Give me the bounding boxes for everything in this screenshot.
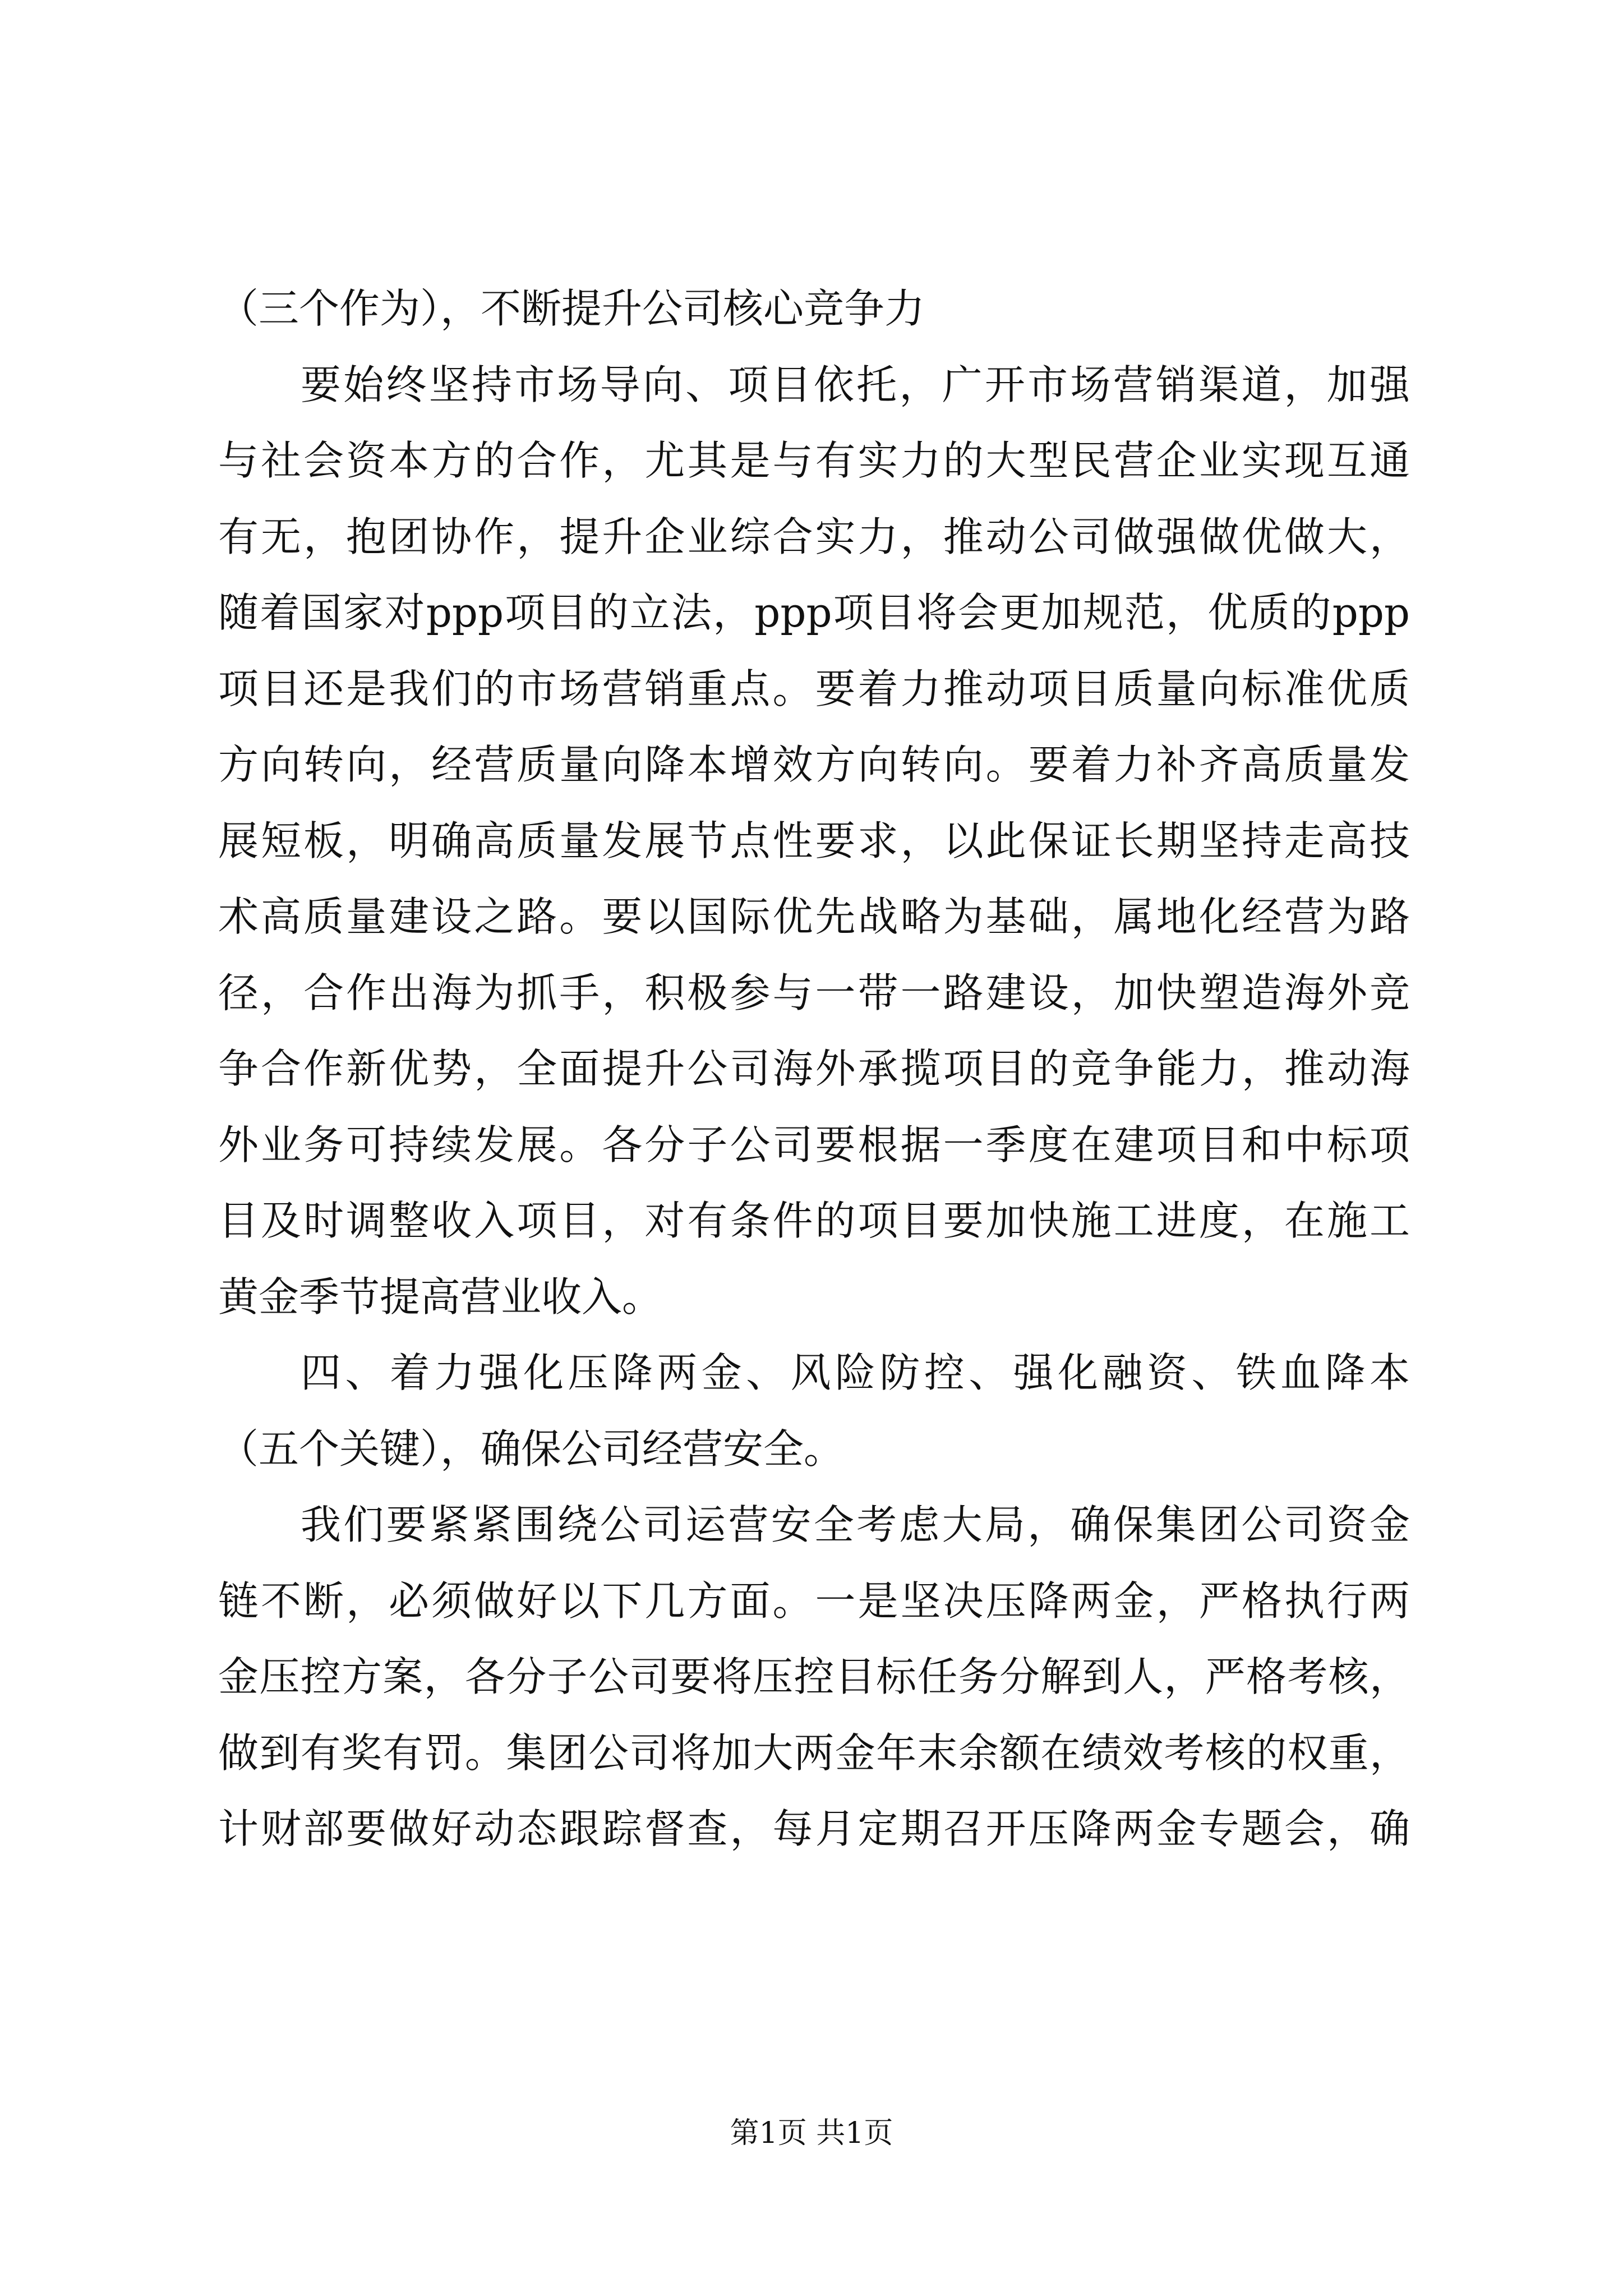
paragraph-first-line: 我们要紧紧围绕公司运营安全考虑大局，确保集团公司资金 <box>301 1501 1410 1548</box>
section-heading-line: 四、着力强化压降两金、风险防控、强化融资、铁血降本 <box>301 1349 1410 1396</box>
text-line: 项目还是我们的市场营销重点。要着力推动项目质量向标准优质 <box>218 665 1410 712</box>
page-footer: 第1页 共1页 <box>730 2116 893 2150</box>
text-line: 术高质量建设之路。要以国际优先战略为基础，属地化经营为路 <box>218 893 1410 940</box>
text-line: （三个作为），不断提升公司核心竞争力 <box>218 285 925 332</box>
text-line: 方向转向，经营质量向降本增效方向转向。要着力补齐高质量发 <box>218 741 1410 788</box>
text-line: 争合作新优势，全面提升公司海外承揽项目的竞争能力，推动海 <box>218 1045 1410 1092</box>
text-line: 径，合作出海为抓手，积极参与一带一路建设，加快塑造海外竞 <box>218 969 1410 1016</box>
text-line: 金压控方案，各分子公司要将压控目标任务分解到人，严格考核， <box>218 1653 1410 1700</box>
section-heading-line: （五个关键），确保公司经营安全。 <box>218 1425 845 1473</box>
text-line: 链不断，必须做好以下几方面。一是坚决压降两金，严格执行两 <box>218 1577 1410 1625</box>
text-line: 外业务可持续发展。各分子公司要根据一季度在建项目和中标项 <box>218 1121 1410 1168</box>
paragraph-first-line: 要始终坚持市场导向、项目依托，广开市场营销渠道，加强 <box>301 361 1410 408</box>
text-line: 随着国家对ppp项目的立法，ppp项目将会更加规范，优质的ppp <box>218 589 1410 636</box>
text-line: 目及时调整收入项目，对有条件的项目要加快施工进度，在施工 <box>218 1197 1410 1244</box>
text-line: 做到有奖有罚。集团公司将加大两金年末余额在绩效考核的权重， <box>218 1729 1410 1777</box>
text-line: 与社会资本方的合作，尤其是与有实力的大型民营企业实现互通 <box>218 437 1410 484</box>
text-line: 计财部要做好动态跟踪督查，每月定期召开压降两金专题会，确 <box>218 1805 1410 1852</box>
text-line: 展短板，明确高质量发展节点性要求，以此保证长期坚持走高技 <box>218 817 1410 864</box>
text-line: 黄金季节提高营业收入。 <box>218 1273 663 1320</box>
text-line: 有无，抱团协作，提升企业综合实力，推动公司做强做优做大， <box>218 513 1410 560</box>
